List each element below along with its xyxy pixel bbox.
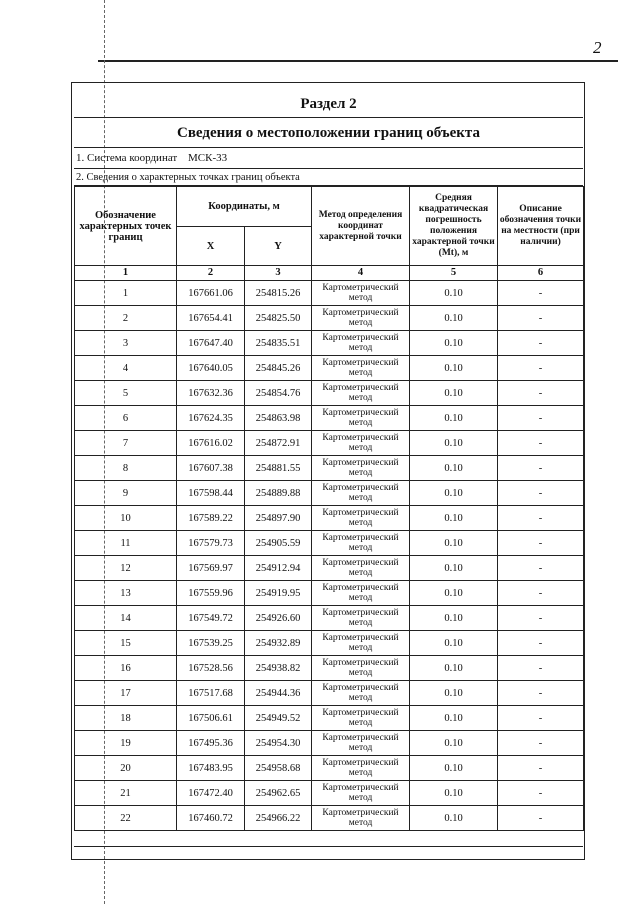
cell-method: Картометрический метод <box>312 506 410 531</box>
cell-description: - <box>498 481 584 506</box>
cell-description: - <box>498 681 584 706</box>
cell-y: 254966.22 <box>245 806 312 831</box>
page-number: 2 <box>593 38 602 57</box>
cell-point: 5 <box>75 381 177 406</box>
cell-y: 254954.30 <box>245 731 312 756</box>
cell-x: 167549.72 <box>177 606 245 631</box>
cell-method: Картометрический метод <box>312 756 410 781</box>
table-row <box>75 531 584 556</box>
column-number: 3 <box>245 266 312 281</box>
cell-y: 254905.59 <box>245 531 312 556</box>
cell-y: 254825.50 <box>245 306 312 331</box>
cell-y: 254926.60 <box>245 606 312 631</box>
header-method: Метод определения координат характерной точки <box>312 187 410 266</box>
cell-point: 21 <box>75 781 177 806</box>
cell-accuracy: 0.10 <box>410 631 498 656</box>
header-point-designation: Обозначение характерных точек границ <box>75 187 177 266</box>
cell-accuracy: 0.10 <box>410 431 498 456</box>
cell-x: 167654.41 <box>177 306 245 331</box>
column-number: 6 <box>498 266 584 281</box>
cell-x: 167647.40 <box>177 331 245 356</box>
column-number: 2 <box>177 266 245 281</box>
cell-description: - <box>498 781 584 806</box>
cell-point: 10 <box>75 506 177 531</box>
table-row <box>75 506 584 531</box>
cell-description: - <box>498 606 584 631</box>
cell-description: - <box>498 706 584 731</box>
cell-x: 167483.95 <box>177 756 245 781</box>
cell-accuracy: 0.10 <box>410 281 498 306</box>
cell-y: 254835.51 <box>245 331 312 356</box>
cell-x: 167472.40 <box>177 781 245 806</box>
coordinate-system-value: МСК-33 <box>187 152 228 164</box>
header-x: X <box>177 227 245 266</box>
cell-method: Картометрический метод <box>312 456 410 481</box>
cell-x: 167640.05 <box>177 356 245 381</box>
cell-accuracy: 0.10 <box>410 581 498 606</box>
cell-description: - <box>498 356 584 381</box>
cell-y: 254881.55 <box>245 456 312 481</box>
cell-description: - <box>498 806 584 831</box>
cell-accuracy: 0.10 <box>410 506 498 531</box>
cell-method: Картометрический метод <box>312 406 410 431</box>
cell-method: Картометрический метод <box>312 781 410 806</box>
table-row <box>75 656 584 681</box>
column-number-row <box>75 266 584 281</box>
cell-method: Картометрический метод <box>312 731 410 756</box>
table-row <box>75 706 584 731</box>
cell-accuracy: 0.10 <box>410 456 498 481</box>
cell-accuracy: 0.10 <box>410 756 498 781</box>
cell-accuracy: 0.10 <box>410 406 498 431</box>
cell-description: - <box>498 556 584 581</box>
table-row <box>75 356 584 381</box>
cell-description: - <box>498 756 584 781</box>
header-description: Описание обозначения точки на местности (при наличии) <box>498 187 584 266</box>
cell-x: 167624.35 <box>177 406 245 431</box>
cell-accuracy: 0.10 <box>410 556 498 581</box>
cell-description: - <box>498 656 584 681</box>
cell-method: Картометрический метод <box>312 631 410 656</box>
cell-accuracy: 0.10 <box>410 481 498 506</box>
cell-point: 6 <box>75 406 177 431</box>
table-row <box>75 381 584 406</box>
header-y: Y <box>245 227 312 266</box>
cell-point: 11 <box>75 531 177 556</box>
table-row <box>75 481 584 506</box>
cell-y: 254962.65 <box>245 781 312 806</box>
cell-point: 4 <box>75 356 177 381</box>
table-row <box>75 431 584 456</box>
cell-x: 167598.44 <box>177 481 245 506</box>
cell-point: 1 <box>75 281 177 306</box>
cell-point: 22 <box>75 806 177 831</box>
header-rule <box>98 60 618 62</box>
cell-y: 254932.89 <box>245 631 312 656</box>
table-row <box>75 606 584 631</box>
cell-y: 254815.26 <box>245 281 312 306</box>
table-row <box>75 331 584 356</box>
cell-y: 254845.26 <box>245 356 312 381</box>
cell-point: 19 <box>75 731 177 756</box>
cell-method: Картометрический метод <box>312 656 410 681</box>
cell-x: 167506.61 <box>177 706 245 731</box>
table-row <box>75 756 584 781</box>
section-title: Раздел 2 <box>74 90 583 118</box>
cell-method: Картометрический метод <box>312 606 410 631</box>
table-row <box>75 781 584 806</box>
table-row <box>75 406 584 431</box>
cell-point: 8 <box>75 456 177 481</box>
cell-x: 167460.72 <box>177 806 245 831</box>
cell-accuracy: 0.10 <box>410 706 498 731</box>
cell-accuracy: 0.10 <box>410 531 498 556</box>
cell-y: 254938.82 <box>245 656 312 681</box>
cell-accuracy: 0.10 <box>410 331 498 356</box>
cell-x: 167579.73 <box>177 531 245 556</box>
cell-method: Картометрический метод <box>312 356 410 381</box>
cell-point: 15 <box>75 631 177 656</box>
cell-y: 254889.88 <box>245 481 312 506</box>
cell-y: 254944.36 <box>245 681 312 706</box>
cell-accuracy: 0.10 <box>410 606 498 631</box>
cell-point: 13 <box>75 581 177 606</box>
cell-description: - <box>498 506 584 531</box>
cell-description: - <box>498 456 584 481</box>
table-row <box>75 456 584 481</box>
boundary-points-table <box>74 186 584 831</box>
cell-method: Картометрический метод <box>312 581 410 606</box>
column-number: 1 <box>75 266 177 281</box>
cell-x: 167495.36 <box>177 731 245 756</box>
cell-y: 254912.94 <box>245 556 312 581</box>
cell-point: 20 <box>75 756 177 781</box>
table-row <box>75 681 584 706</box>
cell-accuracy: 0.10 <box>410 781 498 806</box>
cell-x: 167616.02 <box>177 431 245 456</box>
cell-point: 12 <box>75 556 177 581</box>
cell-y: 254863.98 <box>245 406 312 431</box>
points-caption: 2. Сведения о характерных точках границ объекта <box>74 169 583 186</box>
cell-description: - <box>498 431 584 456</box>
cell-point: 16 <box>75 656 177 681</box>
table-row <box>75 631 584 656</box>
cell-x: 167569.97 <box>177 556 245 581</box>
cell-x: 167632.36 <box>177 381 245 406</box>
table-bottom-rule <box>74 846 583 847</box>
cell-y: 254919.95 <box>245 581 312 606</box>
cell-x: 167517.68 <box>177 681 245 706</box>
column-number: 4 <box>312 266 410 281</box>
table-row <box>75 556 584 581</box>
cell-description: - <box>498 281 584 306</box>
cell-description: - <box>498 331 584 356</box>
cell-point: 9 <box>75 481 177 506</box>
cell-description: - <box>498 406 584 431</box>
cell-x: 167661.06 <box>177 281 245 306</box>
cell-y: 254854.76 <box>245 381 312 406</box>
cell-point: 14 <box>75 606 177 631</box>
cell-method: Картометрический метод <box>312 481 410 506</box>
coordinate-system-line <box>74 148 583 169</box>
cell-method: Картометрический метод <box>312 281 410 306</box>
table-row <box>75 806 584 831</box>
cell-method: Картометрический метод <box>312 531 410 556</box>
cell-y: 254897.90 <box>245 506 312 531</box>
cell-point: 17 <box>75 681 177 706</box>
cell-description: - <box>498 581 584 606</box>
cell-method: Картометрический метод <box>312 331 410 356</box>
cell-accuracy: 0.10 <box>410 381 498 406</box>
cell-x: 167528.56 <box>177 656 245 681</box>
coordinate-system-label: 1. Система координат <box>76 152 178 164</box>
cell-method: Картометрический метод <box>312 306 410 331</box>
cell-description: - <box>498 381 584 406</box>
cell-accuracy: 0.10 <box>410 731 498 756</box>
cell-point: 18 <box>75 706 177 731</box>
cell-method: Картометрический метод <box>312 381 410 406</box>
table-row <box>75 306 584 331</box>
cell-x: 167589.22 <box>177 506 245 531</box>
cell-method: Картометрический метод <box>312 706 410 731</box>
table-row <box>75 581 584 606</box>
cell-accuracy: 0.10 <box>410 356 498 381</box>
cell-x: 167607.38 <box>177 456 245 481</box>
cell-point: 3 <box>75 331 177 356</box>
cell-description: - <box>498 306 584 331</box>
page-title: Сведения о местоположении границ объекта <box>74 118 583 148</box>
column-number: 5 <box>410 266 498 281</box>
cell-point: 7 <box>75 431 177 456</box>
cell-description: - <box>498 631 584 656</box>
cell-y: 254958.68 <box>245 756 312 781</box>
cell-x: 167539.25 <box>177 631 245 656</box>
cell-method: Картометрический метод <box>312 681 410 706</box>
cell-x: 167559.96 <box>177 581 245 606</box>
table-row <box>75 731 584 756</box>
cell-y: 254949.52 <box>245 706 312 731</box>
cell-description: - <box>498 531 584 556</box>
cell-accuracy: 0.10 <box>410 656 498 681</box>
cell-method: Картометрический метод <box>312 556 410 581</box>
header-coordinates: Координаты, м <box>177 187 312 227</box>
cell-method: Картометрический метод <box>312 806 410 831</box>
cell-description: - <box>498 731 584 756</box>
cell-y: 254872.91 <box>245 431 312 456</box>
cell-method: Картометрический метод <box>312 431 410 456</box>
cell-point: 2 <box>75 306 177 331</box>
cell-accuracy: 0.10 <box>410 681 498 706</box>
header-accuracy: Средняя квадратическая погрешность положения характерной точки (Mt), м <box>410 187 498 266</box>
cell-accuracy: 0.10 <box>410 806 498 831</box>
table-row <box>75 281 584 306</box>
cell-accuracy: 0.10 <box>410 306 498 331</box>
